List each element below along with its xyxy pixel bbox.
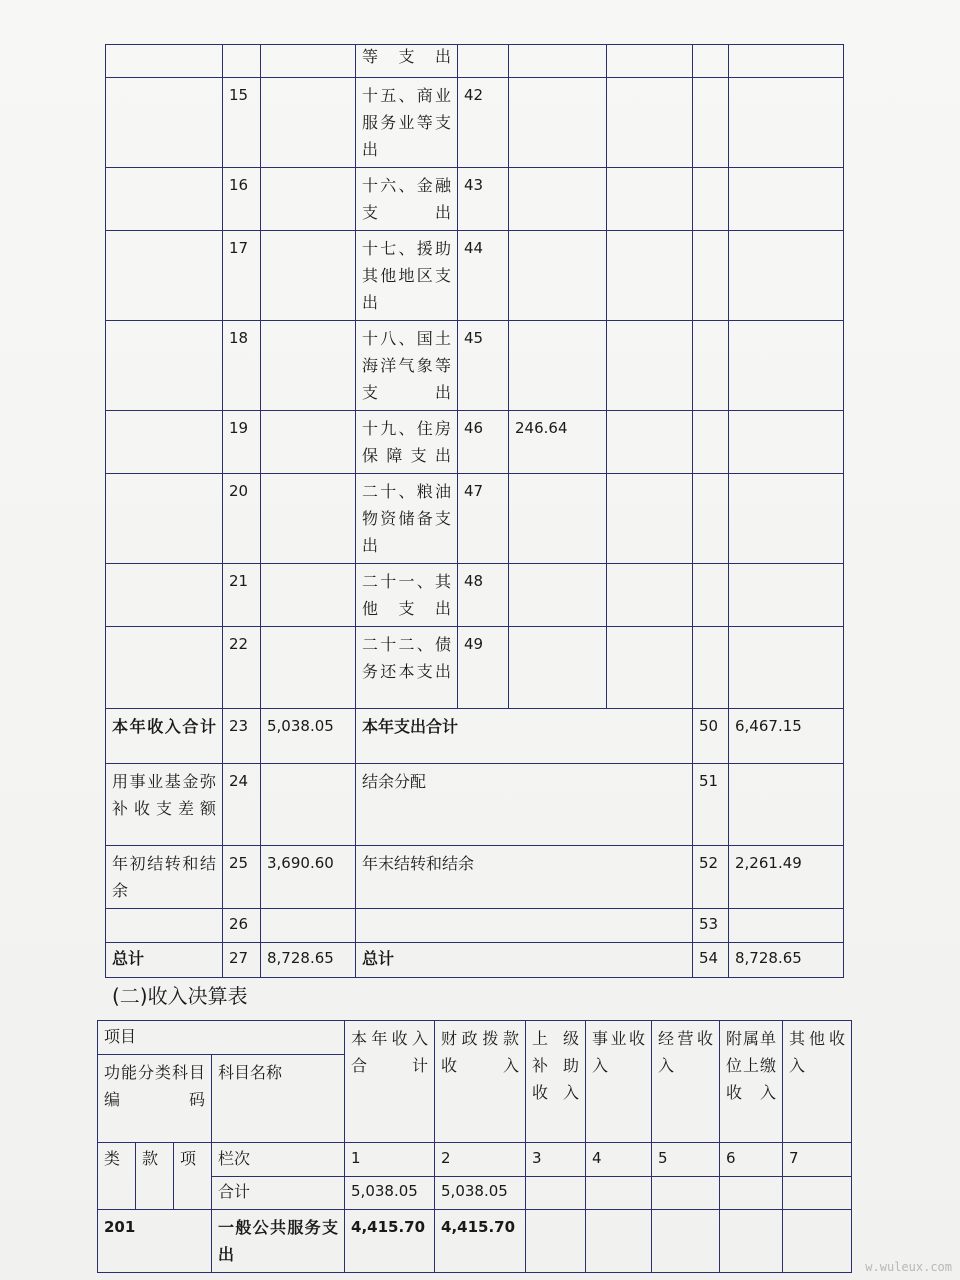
empty-cell <box>729 564 844 627</box>
code-header: 功能分类科目编码 <box>98 1055 212 1143</box>
expense-item-name: 十八、国土海洋气象等支出 <box>356 321 458 411</box>
summary-left-label: 本年收入合计 <box>106 709 223 764</box>
column-header: 本年收入合计 <box>345 1021 435 1143</box>
empty-cell <box>729 45 844 78</box>
expense-item-name: 十五、商业服务业等支出 <box>356 78 458 168</box>
summary-right-label: 年末结转和结余 <box>356 846 693 909</box>
column-header: 经营收入 <box>652 1021 720 1143</box>
table-row <box>106 78 844 168</box>
empty-cell <box>729 474 844 564</box>
expense-line-code <box>458 45 509 78</box>
empty-cell <box>607 564 693 627</box>
empty-cell <box>607 45 693 78</box>
table-row <box>106 231 844 321</box>
column-header: 其他收入 <box>783 1021 852 1143</box>
expense-amount <box>509 231 607 321</box>
empty-cell <box>693 321 729 411</box>
empty-cell <box>693 564 729 627</box>
summary-right-label: 总计 <box>356 943 693 978</box>
xiang-header: 项 <box>174 1143 212 1210</box>
expense-line-code: 49 <box>458 627 509 709</box>
expense-line-code: 42 <box>458 78 509 168</box>
line-number: 20 <box>223 474 261 564</box>
table-row <box>106 411 844 474</box>
column-header: 事业收入 <box>586 1021 652 1143</box>
income-value <box>586 1210 652 1273</box>
expense-amount <box>509 627 607 709</box>
summary-right-line: 50 <box>693 709 729 764</box>
summary-left-value: 3,690.60 <box>261 846 356 909</box>
line-number: 18 <box>223 321 261 411</box>
empty-cell <box>729 411 844 474</box>
column-number: 5 <box>652 1143 720 1177</box>
expense-line-code: 47 <box>458 474 509 564</box>
income-settlement-table <box>97 1020 852 1273</box>
empty-cell <box>607 627 693 709</box>
column-header: 附属单位上缴收入 <box>720 1021 783 1143</box>
empty-cell <box>607 231 693 321</box>
expense-line-code: 43 <box>458 168 509 231</box>
empty-cell <box>729 321 844 411</box>
empty-cell <box>729 627 844 709</box>
line-number: 15 <box>223 78 261 168</box>
summary-right-line: 54 <box>693 943 729 978</box>
summary-left-value <box>261 764 356 846</box>
name-header: 科目名称 <box>212 1055 345 1143</box>
total-value: 5,038.05 <box>435 1177 526 1210</box>
line-number: 16 <box>223 168 261 231</box>
watermark: w.wuleux.com <box>865 1260 952 1274</box>
summary-left-value <box>261 909 356 943</box>
summary-right-label: 结余分配 <box>356 764 693 846</box>
expense-item-name: 二十二、债务还本支出 <box>356 627 458 709</box>
empty-cell <box>693 45 729 78</box>
summary-right-label: 本年支出合计 <box>356 709 693 764</box>
income-value: 4,415.70 <box>435 1210 526 1273</box>
table-row <box>98 1210 852 1273</box>
expense-amount <box>509 78 607 168</box>
total-value <box>586 1177 652 1210</box>
empty-cell <box>693 78 729 168</box>
summary-row <box>106 846 844 909</box>
summary-right-value <box>729 909 844 943</box>
summary-right-line: 51 <box>693 764 729 846</box>
empty-cell <box>261 564 356 627</box>
expense-item-name: 十九、住房保障支出 <box>356 411 458 474</box>
summary-row <box>106 909 844 943</box>
summary-right-value: 6,467.15 <box>729 709 844 764</box>
header-row <box>98 1021 852 1055</box>
empty-cell <box>106 168 223 231</box>
expense-line-code: 44 <box>458 231 509 321</box>
total-value <box>783 1177 852 1210</box>
empty-cell <box>693 168 729 231</box>
empty-cell <box>729 78 844 168</box>
column-header: 上级补助收入 <box>526 1021 586 1143</box>
table-row <box>106 321 844 411</box>
summary-right-value: 2,261.49 <box>729 846 844 909</box>
lei-header: 类 <box>98 1143 136 1210</box>
summary-left-line: 25 <box>223 846 261 909</box>
empty-cell <box>261 231 356 321</box>
summary-right-value: 8,728.65 <box>729 943 844 978</box>
empty-cell <box>106 627 223 709</box>
expense-line-code: 46 <box>458 411 509 474</box>
expense-item-name: 十六、金融支出 <box>356 168 458 231</box>
income-value <box>526 1210 586 1273</box>
column-number: 3 <box>526 1143 586 1177</box>
empty-cell <box>607 321 693 411</box>
summary-right-label <box>356 909 693 943</box>
income-expenditure-summary-table <box>105 44 844 978</box>
column-header: 财政拨款收入 <box>435 1021 526 1143</box>
table-row <box>106 168 844 231</box>
column-number: 4 <box>586 1143 652 1177</box>
empty-cell <box>261 321 356 411</box>
column-number: 7 <box>783 1143 852 1177</box>
function-code: 201 <box>98 1210 212 1273</box>
summary-left-line: 26 <box>223 909 261 943</box>
line-number: 22 <box>223 627 261 709</box>
expense-item-name: 二十一、其他支出 <box>356 564 458 627</box>
income-value: 4,415.70 <box>345 1210 435 1273</box>
summary-left-value: 5,038.05 <box>261 709 356 764</box>
expense-line-code: 48 <box>458 564 509 627</box>
empty-cell <box>729 231 844 321</box>
kuan-header: 款 <box>136 1143 174 1210</box>
empty-cell <box>106 78 223 168</box>
total-value <box>720 1177 783 1210</box>
summary-right-line: 53 <box>693 909 729 943</box>
table-row <box>106 45 844 78</box>
table-row <box>106 474 844 564</box>
expense-amount <box>509 168 607 231</box>
project-header: 项目 <box>98 1021 345 1055</box>
empty-cell <box>106 564 223 627</box>
empty-cell <box>106 45 223 78</box>
expense-line-code: 45 <box>458 321 509 411</box>
expense-amount <box>509 474 607 564</box>
summary-left-label: 用事业基金弥补收支差额 <box>106 764 223 846</box>
line-number <box>223 45 261 78</box>
summary-row <box>106 709 844 764</box>
summary-right-line: 52 <box>693 846 729 909</box>
summary-left-label: 总计 <box>106 943 223 978</box>
empty-cell <box>261 78 356 168</box>
expense-amount: 246.64 <box>509 411 607 474</box>
summary-right-value <box>729 764 844 846</box>
lanci-label: 栏次 <box>212 1143 345 1177</box>
expense-item-name: 十七、援助其他地区支出 <box>356 231 458 321</box>
line-number: 21 <box>223 564 261 627</box>
column-number: 2 <box>435 1143 526 1177</box>
table-row <box>106 564 844 627</box>
summary-left-value: 8,728.65 <box>261 943 356 978</box>
section-title: (二)收入决算表 <box>112 984 248 1008</box>
expense-item-name: 二十、粮油物资储备支出 <box>356 474 458 564</box>
total-value <box>526 1177 586 1210</box>
empty-cell <box>607 168 693 231</box>
empty-cell <box>693 627 729 709</box>
summary-left-line: 23 <box>223 709 261 764</box>
summary-left-line: 27 <box>223 943 261 978</box>
header-row <box>98 1143 852 1177</box>
empty-cell <box>729 168 844 231</box>
empty-cell <box>261 474 356 564</box>
empty-cell <box>607 411 693 474</box>
empty-cell <box>693 231 729 321</box>
empty-cell <box>106 321 223 411</box>
empty-cell <box>261 45 356 78</box>
total-value <box>652 1177 720 1210</box>
expense-amount <box>509 564 607 627</box>
empty-cell <box>106 411 223 474</box>
line-number: 17 <box>223 231 261 321</box>
income-value <box>720 1210 783 1273</box>
subject-name: 一般公共服务支出 <box>212 1210 345 1273</box>
column-number: 1 <box>345 1143 435 1177</box>
summary-left-label: 年初结转和结余 <box>106 846 223 909</box>
empty-cell <box>261 627 356 709</box>
empty-cell <box>607 474 693 564</box>
table-row <box>106 627 844 709</box>
income-value <box>783 1210 852 1273</box>
income-value <box>652 1210 720 1273</box>
empty-cell <box>106 231 223 321</box>
column-number: 6 <box>720 1143 783 1177</box>
expense-amount <box>509 45 607 78</box>
summary-row <box>106 764 844 846</box>
empty-cell <box>261 168 356 231</box>
empty-cell <box>106 474 223 564</box>
empty-cell <box>261 411 356 474</box>
summary-row <box>106 943 844 978</box>
summary-left-label <box>106 909 223 943</box>
empty-cell <box>693 411 729 474</box>
total-label: 合计 <box>212 1177 345 1210</box>
line-number: 19 <box>223 411 261 474</box>
expense-item-name: 等支出 <box>356 45 458 78</box>
total-value: 5,038.05 <box>345 1177 435 1210</box>
empty-cell <box>693 474 729 564</box>
expense-amount <box>509 321 607 411</box>
total-row <box>98 1177 852 1210</box>
empty-cell <box>607 78 693 168</box>
summary-left-line: 24 <box>223 764 261 846</box>
